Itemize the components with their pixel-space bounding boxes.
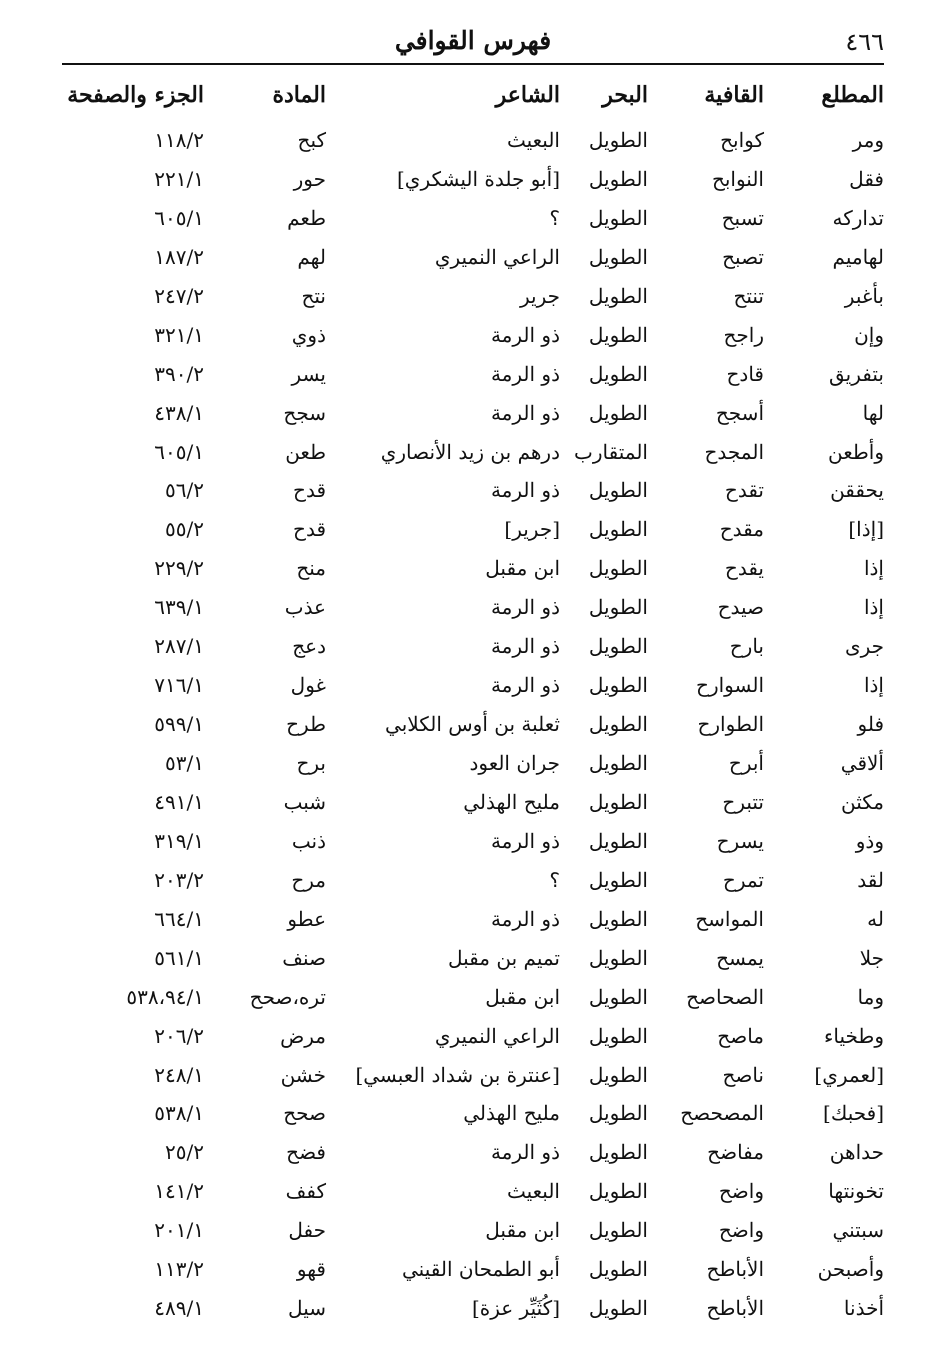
meter-cell: الطويل [588,1179,648,1204]
poet-cell: ذو الرمة [490,906,560,931]
rhyme-cell: ماصح [717,1023,764,1048]
root-cell: سيل [288,1296,326,1321]
table-row [62,1020,884,1059]
meter-cell: الطويل [588,205,648,230]
meter-cell: الطويل [588,128,648,152]
meter-cell: الطويل [588,1101,648,1126]
table-row [62,474,884,513]
poet-cell: ذو الرمة [490,322,560,347]
rhyme-cell: تنتح [733,283,764,308]
volume-page-cell: ١٤١/٢ [154,1179,204,1204]
poet-cell: ثعلبة بن أوس الكلابي [385,712,560,737]
rhyme-cell: صيدح [717,595,764,620]
poet-cell: جران العود [469,751,560,775]
poet-cell: ابن مقبل [485,1218,560,1243]
root-cell: مرض [280,1023,326,1048]
opening-cell: تداركه [832,205,884,230]
rhyme-cell: المجدح [704,439,764,464]
meter-cell: الطويل [588,478,648,503]
root-cell: عذب [284,595,326,620]
poet-cell: ؟ [549,867,560,892]
rhyme-cell: تتبرح [722,789,764,814]
meter-cell: الطويل [588,945,648,970]
rhyme-cell: مفاضح [707,1140,764,1165]
table-row [62,825,884,864]
table-row [62,241,884,280]
meter-cell: المتقارب [574,439,648,464]
volume-page-cell: ٤٩١/١ [154,789,204,814]
root-cell: سجح [283,400,326,425]
rhyme-cell: أبرح [728,751,764,775]
rhyme-cell: واضح [718,1179,764,1204]
root-cell: دعج [292,634,326,659]
opening-cell: جلا [859,945,884,970]
table-row [62,1292,884,1331]
table-row [62,319,884,358]
volume-page-cell: ٢٢١/١ [154,166,204,191]
volume-page-cell: ٧١٦/١ [154,673,204,698]
poet-cell: [عنترة بن شداد العبسي] [355,1062,560,1087]
header-rule [62,63,884,65]
poet-cell: ؟ [549,205,560,230]
poet-cell: ذو الرمة [490,595,560,620]
volume-page-cell: ٥٣٨،٩٤/١ [126,984,204,1009]
volume-page-cell: ١١٨/٢ [154,128,204,152]
meter-cell: الطويل [588,789,648,814]
root-cell: تره،صحح [249,984,326,1009]
root-cell: قدح [293,478,326,503]
meter-cell: الطويل [588,556,648,581]
volume-page-cell: ٣٢١/١ [154,322,204,347]
poet-cell: درهم بن زيد الأنصاري [380,439,560,464]
root-cell: صحح [283,1101,326,1126]
running-header [62,22,884,62]
table-row [62,630,884,669]
opening-cell: وذو [855,828,884,853]
table-row [62,552,884,591]
root-cell: شبب [283,789,326,814]
root-cell: كفف [285,1179,326,1204]
opening-cell: [إذا] [848,517,884,542]
volume-page-cell: ٥٩٩/١ [154,712,204,737]
meter-cell: الطويل [588,634,648,659]
rhyme-cell: بارح [729,634,764,659]
opening-cell: لها [862,400,884,425]
root-cell: منح [296,556,326,581]
rhyme-cell: الأباطح [706,1257,764,1282]
meter-cell: الطويل [588,867,648,892]
volume-page-cell: ٢٢٩/٢ [154,556,204,581]
root-cell: نتح [301,283,326,308]
meter-cell: الطويل [588,1296,648,1321]
volume-page-cell: ٢٤٧/٢ [154,283,204,308]
rhyme-cell: مقدح [719,517,764,542]
opening-cell: [فحبك] [823,1101,884,1126]
table-row [62,124,884,163]
opening-cell: ومر [852,128,884,152]
volume-page-cell: ٤٨٩/١ [154,1296,204,1321]
meter-cell: الطويل [588,828,648,853]
root-cell: خشن [280,1062,326,1087]
column-header-poet: الشاعر [495,82,560,108]
table-row [62,981,884,1020]
poet-cell: ذو الرمة [490,400,560,425]
poet-cell: ذو الرمة [490,673,560,698]
rhyme-cell: أسجح [715,400,764,425]
opening-cell: إذا [863,673,884,698]
table-row [62,864,884,903]
root-cell: عطو [287,906,326,931]
root-cell: ذوي [291,322,326,347]
rhyme-cell: الصحاصح [686,984,764,1009]
volume-page-cell: ١١٣/٢ [154,1257,204,1282]
rhyme-cell: الأباطح [706,1296,764,1321]
root-cell: قدح [293,517,326,542]
rhyme-cell: تقدح [724,478,764,503]
volume-page-cell: ٢٠٣/٢ [154,867,204,892]
poet-cell: ذو الرمة [490,828,560,853]
root-cell: صنف [282,945,326,970]
opening-cell: ألاقي [840,751,884,775]
poet-cell: ذو الرمة [490,478,560,503]
rhyme-cell: النوابح [711,166,764,191]
volume-page-cell: ٥٣٨/١ [154,1101,204,1126]
volume-page-cell: ٥٥/٢ [165,517,204,542]
root-cell: طرح [286,712,326,737]
opening-cell: لقد [857,867,884,892]
volume-page-cell: ٥٦/٢ [165,478,204,503]
root-cell: يسر [291,361,326,386]
opening-cell: وما [857,984,884,1009]
rhyme-cell: راجح [723,322,764,347]
poet-cell: الراعي النميري [434,1023,560,1048]
volume-page-cell: ٦٦٤/١ [154,906,204,931]
table-row [62,1097,884,1136]
root-cell: ذنب [291,828,326,853]
volume-page-cell: ٥٣/١ [165,751,204,775]
meter-cell: الطويل [588,1062,648,1087]
root-cell: طعن [285,439,326,464]
opening-cell: وطخياء [823,1023,884,1048]
opening-cell: تخونتها [828,1179,884,1204]
rhyme-cell: قادح [726,361,764,386]
table-row [62,436,884,475]
meter-cell: الطويل [588,517,648,542]
volume-page-cell: ٣١٩/١ [154,828,204,853]
table-row [62,591,884,630]
table-row [62,747,884,786]
poet-cell: جرير [520,283,560,308]
meter-cell: الطويل [588,361,648,386]
opening-cell: فلو [857,712,884,737]
opening-cell: حداهن [829,1140,884,1165]
table-row [62,786,884,825]
opening-cell: بتفريق [829,361,884,386]
volume-page-cell: ١٨٧/٢ [154,244,204,269]
opening-cell: لهاميم [832,244,884,269]
root-cell: لهم [297,244,326,269]
root-cell: برح [296,751,326,775]
opening-cell: مكثن [840,789,884,814]
meter-cell: الطويل [588,1218,648,1243]
opening-cell: وأصبحن [817,1257,884,1282]
opening-cell: فقل [849,166,884,191]
rhyme-index-table [62,124,884,1331]
table-row [62,513,884,552]
rhyme-cell: يقدح [724,556,764,581]
opening-cell: وإن [854,322,884,347]
poet-cell: أبو الطمحان القيني [402,1257,560,1282]
poet-cell: [أبو جلدة اليشكري] [397,166,560,191]
rhyme-cell: المواسح [695,906,764,931]
rhyme-cell: واضح [718,1218,764,1243]
poet-cell: ذو الرمة [490,1140,560,1165]
column-header-volume-page: الجزء والصفحة [67,82,204,108]
opening-cell: يحققن [830,478,884,503]
rhyme-cell: كوابح [720,128,764,152]
column-header-opening: المطلع [821,82,884,108]
volume-page-cell: ٦٠٥/١ [154,439,204,464]
volume-page-cell: ٦٠٥/١ [154,205,204,230]
opening-cell: جرى [844,634,884,659]
meter-cell: الطويل [588,673,648,698]
column-header-row [62,80,884,114]
meter-cell: الطويل [588,712,648,737]
rhyme-cell: يمسح [716,945,764,970]
table-row [62,1059,884,1098]
opening-cell: وأطعن [827,439,884,464]
opening-cell: سبتني [832,1218,884,1243]
meter-cell: الطويل [588,400,648,425]
opening-cell: أخذنا [843,1296,884,1321]
table-row [62,669,884,708]
root-cell: حفل [288,1218,326,1243]
page-title: فهرس القوافي [394,26,552,55]
rhyme-cell: السوارح [696,673,764,698]
opening-cell: بأغبر [844,283,884,308]
meter-cell: الطويل [588,1023,648,1048]
meter-cell: الطويل [588,1140,648,1165]
table-row [62,708,884,747]
root-cell: غول [290,673,326,698]
poet-cell: [جرير] [504,517,560,542]
table-row [62,397,884,436]
root-cell: كبح [297,128,326,152]
column-header-rhyme: القافية [704,82,764,108]
poet-cell: البعيث [506,1179,560,1204]
root-cell: فضح [286,1140,326,1165]
meter-cell: الطويل [588,244,648,269]
root-cell: قهو [296,1257,326,1282]
volume-page-cell: ٢٨٧/١ [154,634,204,659]
meter-cell: الطويل [588,595,648,620]
table-row [62,1136,884,1175]
table-row [62,1253,884,1292]
volume-page-cell: ٥٦١/١ [154,945,204,970]
rhyme-cell: تمرح [722,867,764,892]
volume-page-cell: ٢٠٦/٢ [154,1023,204,1048]
poet-cell: الراعي النميري [434,244,560,269]
rhyme-cell: المصحصح [680,1101,764,1126]
poet-cell: مليح الهذلي [463,789,560,814]
poet-cell: تميم بن مقبل [448,945,560,970]
table-row [62,1214,884,1253]
poet-cell: [كُثَيِّر عزة] [471,1296,560,1321]
meter-cell: الطويل [588,984,648,1009]
volume-page-cell: ٦٣٩/١ [154,595,204,620]
root-cell: حور [293,166,326,191]
volume-page-cell: ٢٤٨/١ [154,1062,204,1087]
opening-cell: له [867,906,884,931]
meter-cell: الطويل [588,166,648,191]
opening-cell: إذا [863,595,884,620]
poet-cell: البعيث [506,128,560,152]
table-row [62,202,884,241]
opening-cell: إذا [863,556,884,581]
volume-page-cell: ٢٠١/١ [154,1218,204,1243]
rhyme-cell: تصبح [722,244,764,269]
page-number: ٤٦٦ [845,28,884,56]
column-header-meter: البحر [602,82,648,108]
poet-cell: ابن مقبل [485,984,560,1009]
meter-cell: الطويل [588,751,648,775]
rhyme-cell: ناصح [722,1062,764,1087]
opening-cell: [لعمري] [814,1062,884,1087]
column-header-root: المادة [272,82,326,108]
volume-page-cell: ٤٣٨/١ [154,400,204,425]
root-cell: طعم [287,205,326,230]
poet-cell: ذو الرمة [490,634,560,659]
table-row [62,280,884,319]
meter-cell: الطويل [588,283,648,308]
table-row [62,942,884,981]
meter-cell: الطويل [588,1257,648,1282]
rhyme-cell: تسبح [721,205,764,230]
volume-page-cell: ٣٩٠/٢ [154,361,204,386]
poet-cell: ذو الرمة [490,361,560,386]
meter-cell: الطويل [588,906,648,931]
poet-cell: مليح الهذلي [463,1101,560,1126]
table-row [62,358,884,397]
meter-cell: الطويل [588,322,648,347]
table-row [62,163,884,202]
table-row [62,903,884,942]
volume-page-cell: ٢٥/٢ [165,1140,204,1165]
poet-cell: ابن مقبل [485,556,560,581]
rhyme-cell: يسرح [716,828,764,853]
rhyme-cell: الطوارح [697,712,764,737]
table-row [62,1175,884,1214]
root-cell: مرح [291,867,326,892]
